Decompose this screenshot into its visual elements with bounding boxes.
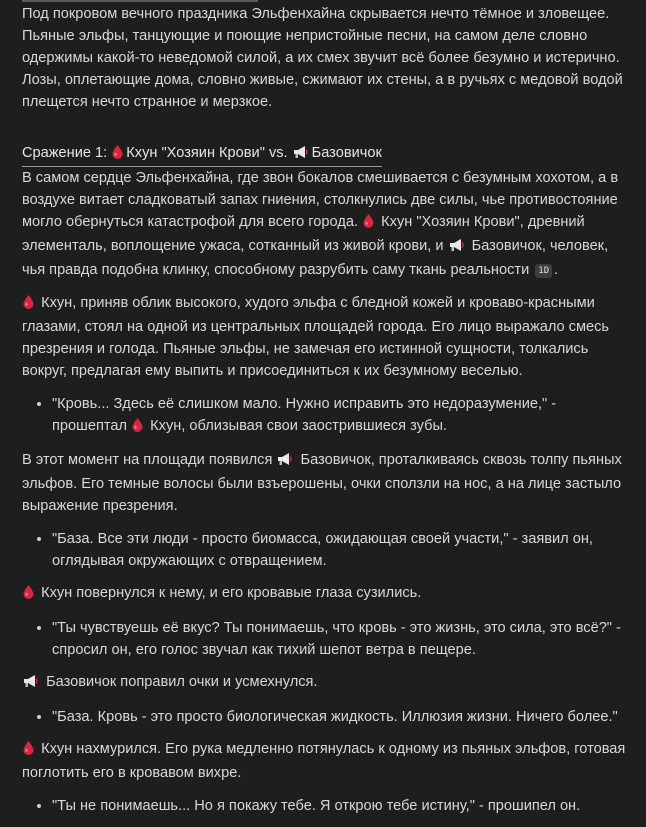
emoji-badge: 1D xyxy=(535,264,552,278)
blood-drop-icon xyxy=(112,145,123,166)
chat-message xyxy=(22,3,634,827)
paragraph-4 xyxy=(22,582,634,606)
quote-list-3 xyxy=(22,617,634,661)
quote-list-5 xyxy=(22,795,634,817)
list-item: "База. Все эти люди - просто биомасса, ожидающая своей участи," - заявил он, оглядывая окружающих с отвращением. xyxy=(52,528,634,572)
p1-end: . xyxy=(554,262,559,278)
p1-text-c: Базовичок, человек, чья правда подобна клинку, способному разрубить саму ткань реальности xyxy=(22,238,609,278)
q1-text-b: Кхун, облизывая свои заострившиеся зубы. xyxy=(150,418,447,434)
battle-heading xyxy=(22,143,382,167)
quote-list-1 xyxy=(22,393,634,439)
paragraph-1 xyxy=(22,167,634,281)
list-item xyxy=(52,393,634,439)
blood-drop-icon xyxy=(23,294,34,316)
paragraph-2 xyxy=(22,292,634,382)
list-item: "База. Кровь - это просто биологическая жидкость. Иллюзия жизни. Ничего более." xyxy=(52,706,634,728)
heading-fighter2: Базовичок xyxy=(311,145,382,161)
blood-drop-icon xyxy=(23,584,34,606)
heading-fighter1: Кхун "Хозяин Крови" xyxy=(126,145,265,161)
intro-paragraph: Под покровом вечного праздника Эльфенхайна скрывается нечто тёмное и зловещее. Пьяные эльфы, танцующие и поющие непристойные песни, на самом деле словно одержимы какой-то неведомой силой, а их смех звучит всё более безумно и истерично. Лозы, оплетающие дома, словно живые, сжимают их стены, а в ручьях с медовой водой плещется нечто странное и мерзкое. xyxy=(22,6,623,110)
paragraph-6 xyxy=(22,738,634,784)
p5-text: Базовичок поправил очки и усмехнулся. xyxy=(46,674,318,690)
paragraph-5 xyxy=(22,671,634,695)
p1-text-a: В самом сердце Эльфенхайна, где звон бокалов смешивается с безумным хохотом, а в воздухе витает сладковатый запах гниения, столкнулись две силы, чье противостояние могло обернуться катастрофой для всего города. xyxy=(22,170,619,230)
p4-text: Кхун повернулся к нему, и его кровавые глаза сузились. xyxy=(41,585,422,601)
megaphone-icon xyxy=(277,451,293,473)
quote-list-4 xyxy=(22,706,634,728)
list-item: "Ты чувствуешь её вкус? Ты понимаешь, что кровь - это жизнь, это сила, это всё?" - спросил он, его голос звучал как тихий шепот ветра в пещере. xyxy=(52,617,634,661)
heading-prefix: Сражение 1: xyxy=(22,145,108,161)
paragraph-3 xyxy=(22,449,634,517)
blood-drop-icon xyxy=(132,417,143,439)
quote-list-2 xyxy=(22,528,634,572)
p6-text: Кхун нахмурился. Его рука медленно потянулась к одному из пьяных эльфов, готовая поглотить его в кровавом вихре. xyxy=(22,741,626,781)
blood-drop-icon xyxy=(363,213,374,235)
p2-text: Кхун, приняв облик высокого, худого эльфа с бледной кожей и кроваво-красными глазами, стоял на одной из центральных площадей города. Его лицо выражало смесь презрения и голода. Пьяные эльфы, не замечая его истинной сущности, толкались вокруг, предлагая ему выпить и присоединиться к их безумному веселью. xyxy=(22,295,610,379)
blood-drop-icon xyxy=(23,740,34,762)
q1-text-a: "Кровь... Здесь её слишком мало. Нужно исправить это недоразумение," - прошептал xyxy=(52,396,557,434)
megaphone-icon xyxy=(293,145,309,166)
p3-text-b: Базовичок, проталкиваясь сквозь толпу пьяных эльфов. Его темные волосы были взъерошены, очки сползли на нос, а на лице застыло выражение презрения. xyxy=(22,452,622,514)
megaphone-icon xyxy=(23,673,39,695)
p1-text-b: Кхун "Хозяин Крови", древний элементаль, воплощение ужаса, сотканный из живой крови, и xyxy=(22,214,585,254)
heading-vs: vs. xyxy=(268,145,288,161)
list-item: "Ты не понимаешь... Но я покажу тебе. Я открою тебе истину," - прошипел он. xyxy=(52,795,634,817)
p3-text-a: В этот момент на площади появился xyxy=(22,452,273,468)
megaphone-icon xyxy=(449,237,465,259)
top-divider xyxy=(22,0,258,2)
